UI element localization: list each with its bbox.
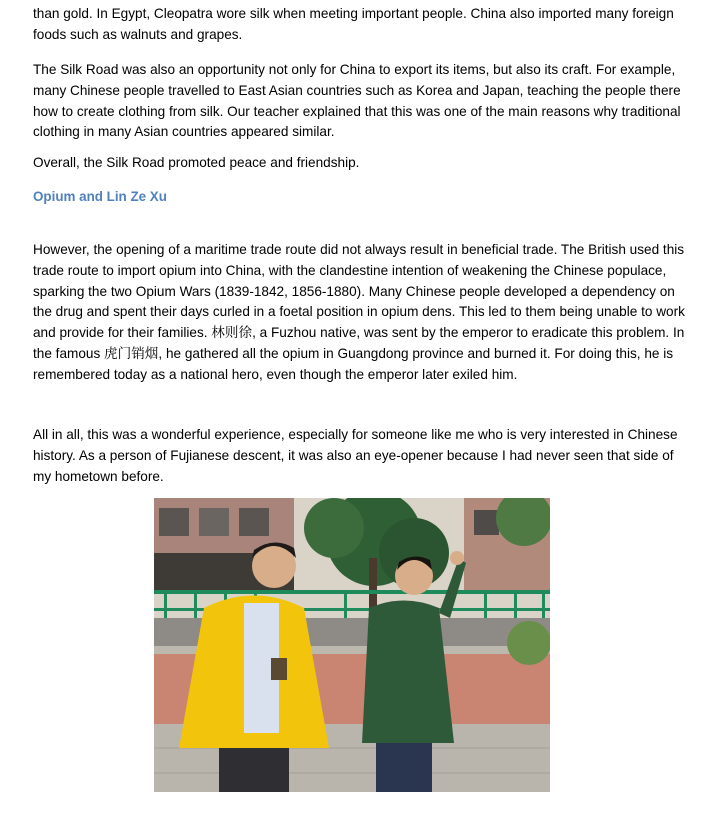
- paragraph-conclusion: All in all, this was a wonderful experience, especially for someone like me who is very interested in Chinese history. As a person of Fujianese descent, it was also an eye-opener because I had never seen that side of my hometown before.: [33, 427, 678, 484]
- photo-two-men: [154, 498, 550, 792]
- paragraph-opium: However, the opening of a maritime trade route did not always result in beneficial trade. The British used this trade route to import opium into China, with the clandestine intention of weakening the Chinese populace, sparking the two Opium Wars (1839-1842, 1856-1880). Many Chinese people developed a dependency on the drug and spent their days curled in a foetal position in opium dens. This led to them being unable to work and provide for their families. 林则徐, a Fuzhou native, was sent by the emperor to eradicate this problem. In the famous 虎门销烟, he gathered all the opium in Guangdong province and burned it. For doing this, he is remembered today as a national hero, even though the emperor later exiled him.: [33, 242, 685, 382]
- paragraph-silk-imports: than gold. In Egypt, Cleopatra wore silk when meeting important people. China also imported many foreign foods such as walnuts and grapes.: [33, 6, 674, 42]
- paragraph-peace: Overall, the Silk Road promoted peace and friendship.: [33, 155, 360, 170]
- section-heading: Opium and Lin Ze Xu: [33, 189, 167, 204]
- paragraph-silk-road-craft: The Silk Road was also an opportunity not only for China to export its items, but also its craft. For example, many Chinese people travelled to East Asian countries such as Korea and Japan, teaching the people there how to create clothing from silk. Our teacher explained that this was one of the main reasons why traditional clothing in many Asian countries appeared similar.: [33, 62, 681, 140]
